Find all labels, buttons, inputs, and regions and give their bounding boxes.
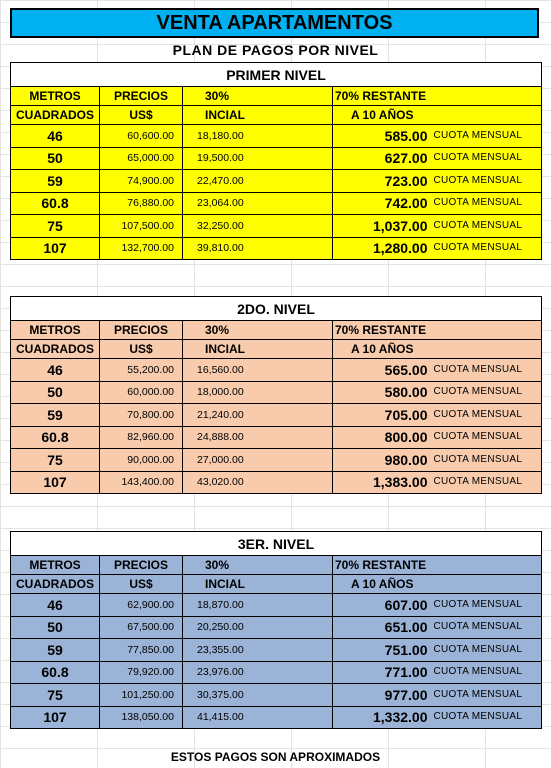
cell-precio: 79,920.00 [100,661,183,684]
cell-precio: 70,800.00 [100,404,183,427]
level-table-primer-nivel [10,62,542,260]
cell-precio: 74,900.00 [100,170,183,193]
page-subtitle: PLAN DE PAGOS POR NIVEL [172,42,379,58]
cell-metros: 75 [11,449,100,472]
cell-cuota: 1,383.00 [333,471,431,494]
cell-cuota: 1,037.00 [333,215,431,238]
cell-precio: 132,700.00 [100,237,183,260]
col-header-precios: US$ [100,106,183,125]
cell-precio: 60,600.00 [100,125,183,148]
table-row [11,471,542,494]
col-header-metros: METROS [11,87,100,106]
cell-cuota-label: CUOTA MENSUAL [431,215,542,238]
cell-precio: 90,000.00 [100,449,183,472]
table-row [11,616,542,639]
table-row [11,381,542,404]
table-row [11,170,542,193]
cell-metros: 50 [11,616,100,639]
cell-cuota: 1,332.00 [333,706,431,729]
cell-metros: 59 [11,639,100,662]
table-row [11,639,542,662]
col-header-restante: 70% RESTANTE [333,556,542,575]
cell-cuota-label: CUOTA MENSUAL [431,449,542,472]
cell-inicial: 16,560.00 [183,359,333,382]
col-header-metros: CUADRADOS [11,340,100,359]
col-header-metros: CUADRADOS [11,106,100,125]
cell-precio: 107,500.00 [100,215,183,238]
cell-cuota: 705.00 [333,404,431,427]
table-row [11,192,542,215]
cell-precio: 60,000.00 [100,381,183,404]
cell-metros: 46 [11,359,100,382]
table-row [11,661,542,684]
cell-metros: 107 [11,237,100,260]
cell-metros: 46 [11,594,100,617]
cell-cuota: 771.00 [333,661,431,684]
cell-cuota: 585.00 [333,125,431,148]
cell-precio: 65,000.00 [100,147,183,170]
cell-precio: 76,880.00 [100,192,183,215]
table-row [11,147,542,170]
cell-inicial: 19,500.00 [183,147,333,170]
col-header-restante: A 10 AÑOS [333,106,542,125]
cell-cuota-label: CUOTA MENSUAL [431,125,542,148]
cell-cuota: 607.00 [333,594,431,617]
cell-inicial: 24,888.00 [183,426,333,449]
cell-inicial: 32,250.00 [183,215,333,238]
table-row [11,684,542,707]
col-header-metros: CUADRADOS [11,575,100,594]
cell-inicial: 41,415.00 [183,706,333,729]
cell-cuota-label: CUOTA MENSUAL [431,237,542,260]
cell-cuota: 1,280.00 [333,237,431,260]
cell-cuota: 742.00 [333,192,431,215]
cell-inicial: 23,064.00 [183,192,333,215]
col-header-inicial: INCIAL [183,106,333,125]
table-row [11,404,542,427]
cell-inicial: 18,000.00 [183,381,333,404]
col-header-restante: A 10 AÑOS [333,575,542,594]
col-header-restante: 70% RESTANTE [333,321,542,340]
cell-cuota-label: CUOTA MENSUAL [431,192,542,215]
col-header-restante: 70% RESTANTE [333,87,542,106]
cell-inicial: 18,870.00 [183,594,333,617]
col-header-precios: PRECIOS [100,321,183,340]
col-header-precios: US$ [100,340,183,359]
col-header-precios: PRECIOS [100,556,183,575]
table-row [11,594,542,617]
cell-metros: 46 [11,125,100,148]
cell-metros: 59 [11,404,100,427]
table-row [11,215,542,238]
cell-cuota-label: CUOTA MENSUAL [431,661,542,684]
cell-inicial: 43,020.00 [183,471,333,494]
cell-cuota: 651.00 [333,616,431,639]
cell-cuota: 723.00 [333,170,431,193]
cell-inicial: 22,470.00 [183,170,333,193]
col-header-precios: PRECIOS [100,87,183,106]
cell-precio: 138,050.00 [100,706,183,729]
cell-cuota-label: CUOTA MENSUAL [431,684,542,707]
cell-cuota-label: CUOTA MENSUAL [431,147,542,170]
cell-cuota-label: CUOTA MENSUAL [431,426,542,449]
cell-cuota-label: CUOTA MENSUAL [431,359,542,382]
cell-metros: 75 [11,684,100,707]
cell-metros: 75 [11,215,100,238]
cell-inicial: 20,250.00 [183,616,333,639]
cell-cuota: 800.00 [333,426,431,449]
cell-metros: 60.8 [11,426,100,449]
cell-inicial: 23,355.00 [183,639,333,662]
col-header-inicial: 30% [183,556,333,575]
cell-cuota-label: CUOTA MENSUAL [431,471,542,494]
cell-inicial: 30,375.00 [183,684,333,707]
table-row [11,125,542,148]
table-row [11,449,542,472]
cell-inicial: 39,810.00 [183,237,333,260]
col-header-restante: A 10 AÑOS [333,340,542,359]
cell-metros: 107 [11,471,100,494]
level-table-segundo-nivel [10,296,542,494]
col-header-inicial: 30% [183,87,333,106]
cell-precio: 55,200.00 [100,359,183,382]
col-header-precios: US$ [100,575,183,594]
cell-precio: 82,960.00 [100,426,183,449]
cell-metros: 60.8 [11,192,100,215]
table-row [11,706,542,729]
cell-cuota-label: CUOTA MENSUAL [431,706,542,729]
cell-cuota-label: CUOTA MENSUAL [431,404,542,427]
footer-note: ESTOS PAGOS SON APROXIMADOS [170,750,381,764]
cell-precio: 67,500.00 [100,616,183,639]
cell-cuota-label: CUOTA MENSUAL [431,639,542,662]
cell-cuota: 980.00 [333,449,431,472]
cell-cuota: 580.00 [333,381,431,404]
cell-inicial: 18,180.00 [183,125,333,148]
col-header-metros: METROS [11,556,100,575]
cell-metros: 107 [11,706,100,729]
cell-metros: 60.8 [11,661,100,684]
cell-cuota-label: CUOTA MENSUAL [431,381,542,404]
cell-metros: 59 [11,170,100,193]
cell-precio: 143,400.00 [100,471,183,494]
page-title: VENTA APARTAMENTOS [10,8,539,38]
level-heading: 2DO. NIVEL [11,297,542,321]
cell-inicial: 21,240.00 [183,404,333,427]
level-heading: PRIMER NIVEL [11,63,542,87]
col-header-metros: METROS [11,321,100,340]
cell-cuota-label: CUOTA MENSUAL [431,594,542,617]
table-row [11,426,542,449]
cell-precio: 77,850.00 [100,639,183,662]
cell-cuota-label: CUOTA MENSUAL [431,170,542,193]
col-header-inicial: INCIAL [183,340,333,359]
cell-cuota: 751.00 [333,639,431,662]
cell-cuota: 565.00 [333,359,431,382]
cell-cuota: 977.00 [333,684,431,707]
cell-inicial: 27,000.00 [183,449,333,472]
cell-precio: 62,900.00 [100,594,183,617]
cell-precio: 101,250.00 [100,684,183,707]
cell-metros: 50 [11,381,100,404]
level-table-tercer-nivel [10,531,542,729]
table-row [11,359,542,382]
col-header-inicial: INCIAL [183,575,333,594]
table-row [11,237,542,260]
col-header-inicial: 30% [183,321,333,340]
cell-cuota: 627.00 [333,147,431,170]
cell-inicial: 23,976.00 [183,661,333,684]
cell-metros: 50 [11,147,100,170]
cell-cuota-label: CUOTA MENSUAL [431,616,542,639]
level-heading: 3ER. NIVEL [11,532,542,556]
